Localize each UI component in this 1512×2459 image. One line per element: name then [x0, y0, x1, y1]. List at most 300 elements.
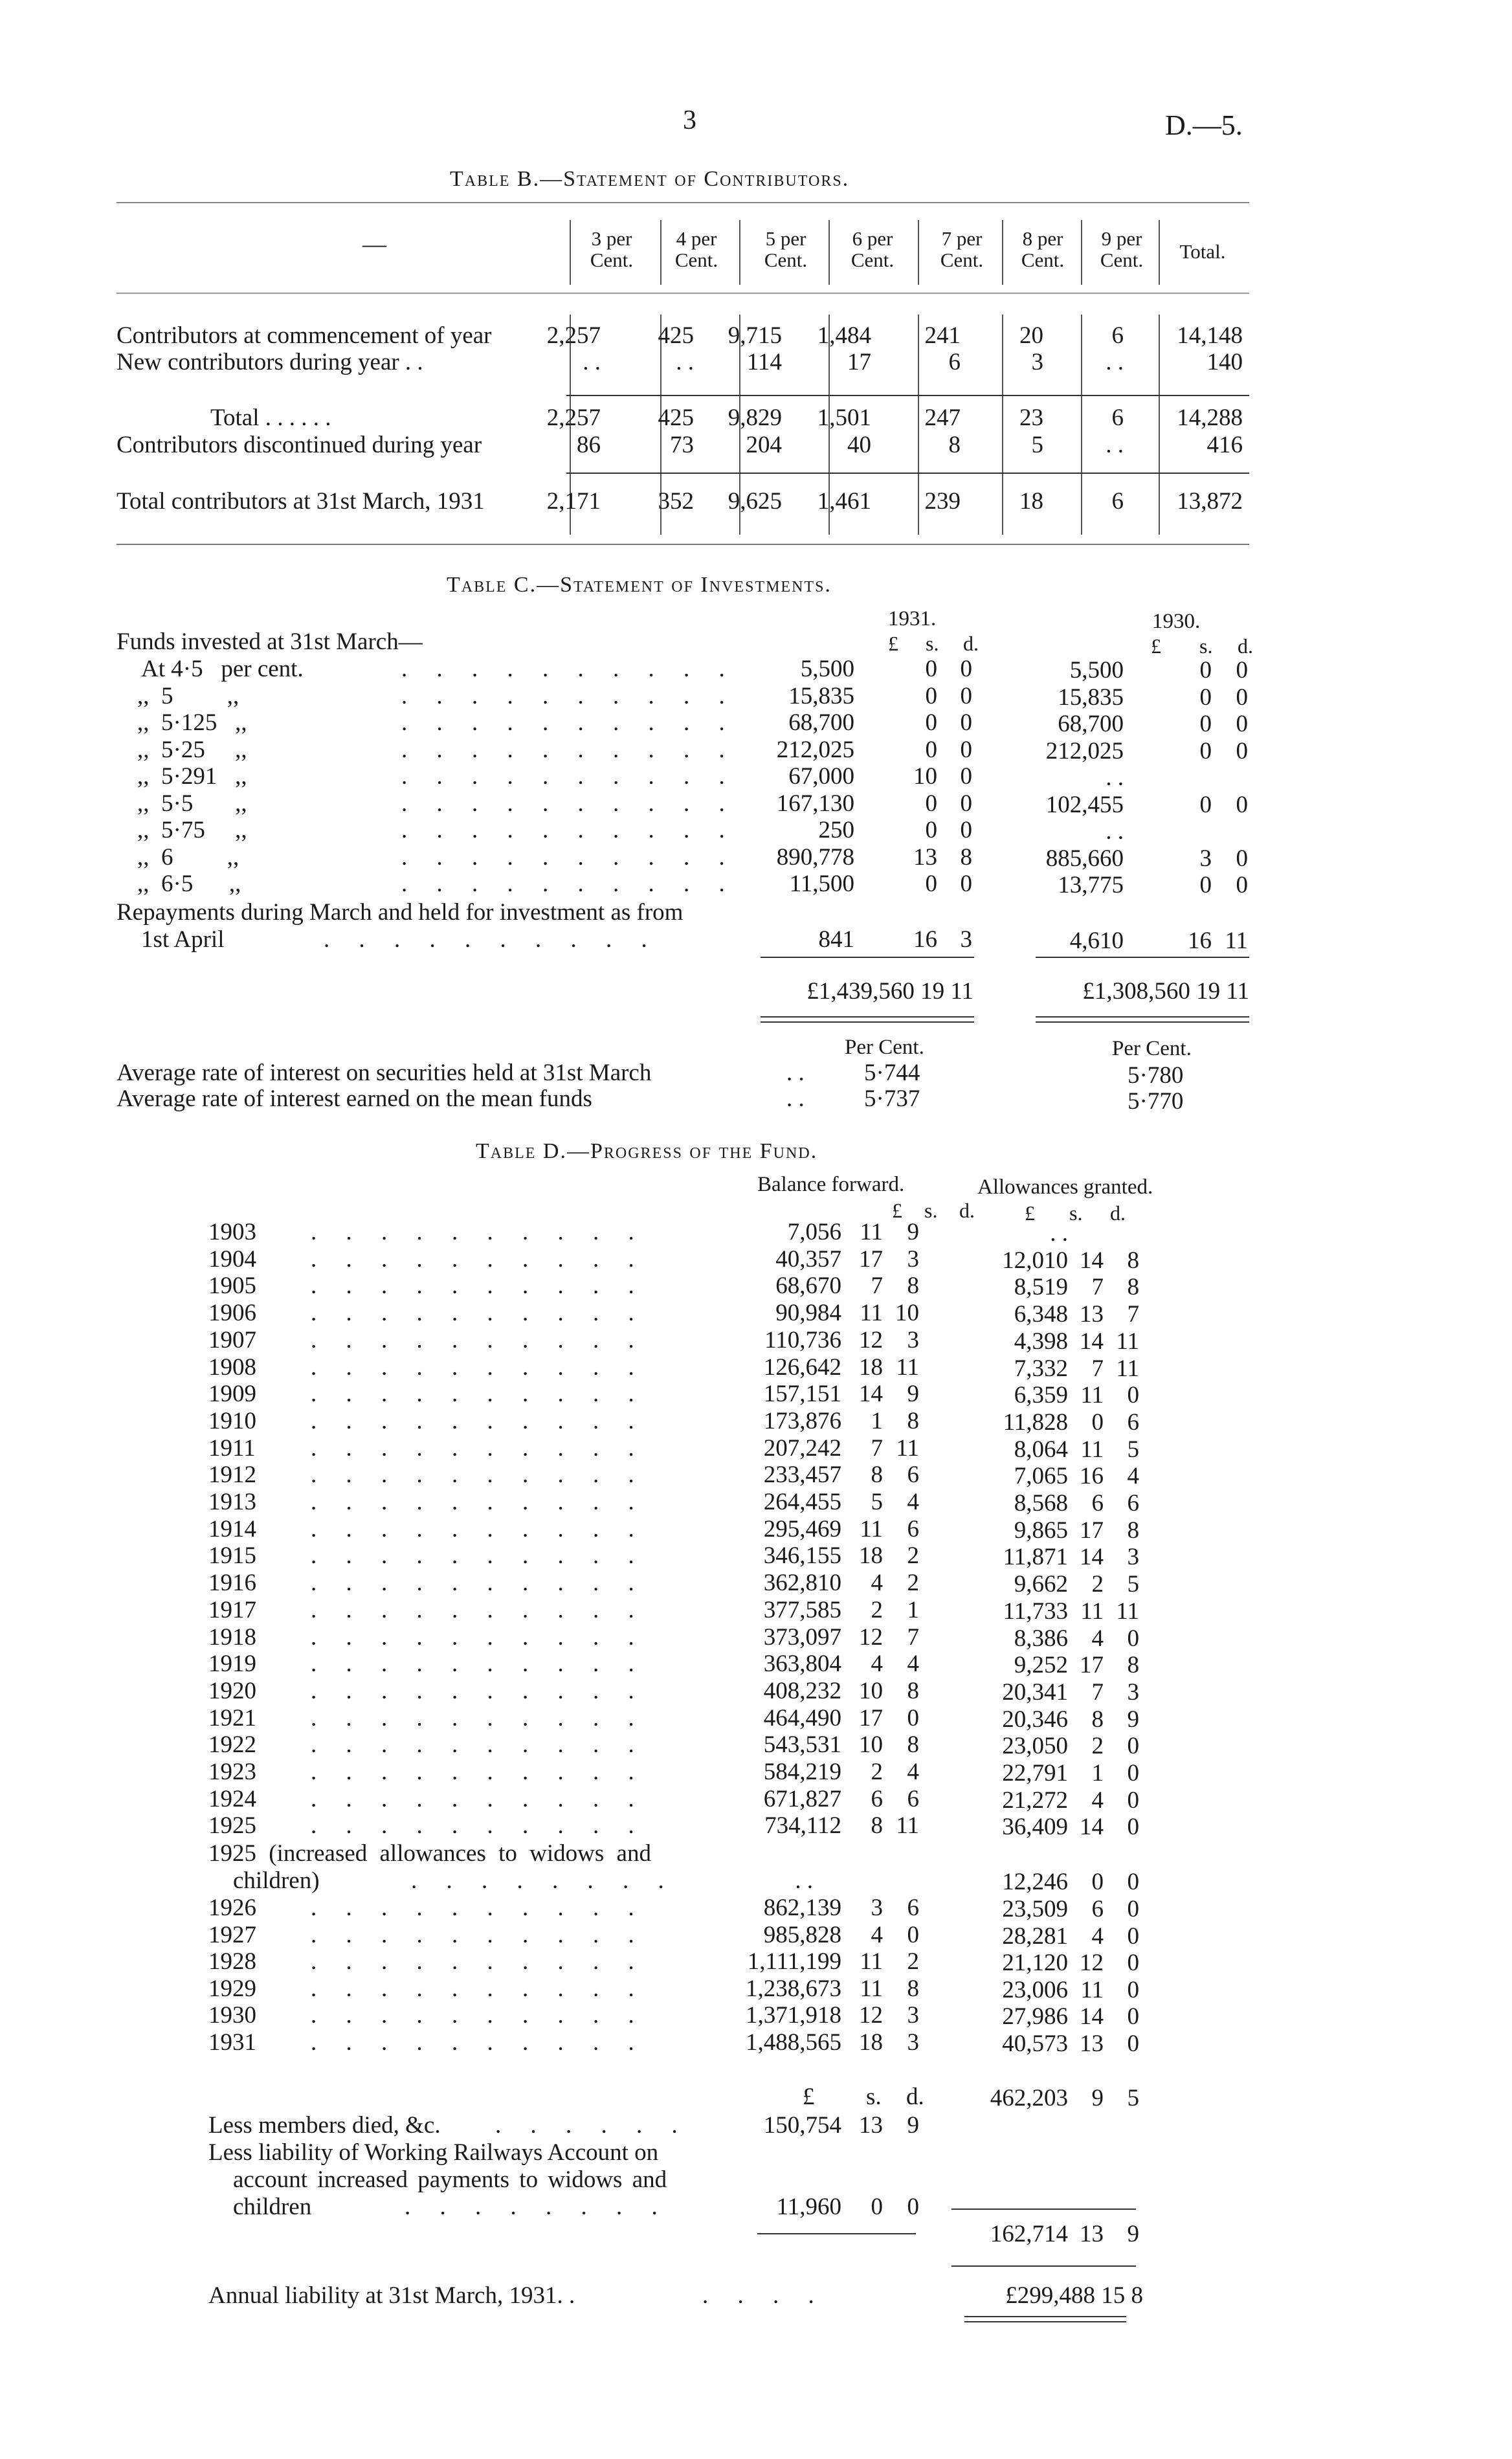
- investment-value-1931: 0: [925, 736, 937, 763]
- fund-balance-forward: 207,242: [763, 1434, 841, 1462]
- fund-allowances-granted: 6: [1091, 1490, 1104, 1517]
- less-members-died-label: Less members died, &c.: [208, 2112, 441, 2139]
- fund-allowances-granted: 3: [1127, 1678, 1139, 1706]
- fund-balance-forward: 1,488,565: [746, 2029, 841, 2056]
- investment-value-1930: 0: [1236, 684, 1248, 711]
- fund-year: 1912: [208, 1462, 256, 1489]
- fund-balance-forward: 110,736: [764, 1326, 841, 1353]
- fund-balance-forward: 11: [896, 1812, 919, 1840]
- fund-allowances-granted: 6,359: [1014, 1382, 1068, 1409]
- fund-balance-forward: 18: [859, 2029, 883, 2056]
- investment-row-leader: . . . . . . . . . .: [401, 817, 737, 843]
- fund-balance-forward: 6: [907, 1462, 919, 1489]
- table-b-cell: 23: [1019, 405, 1043, 431]
- investment-value-1931: 167,130: [776, 790, 854, 817]
- table-b-column-separator: [1159, 315, 1160, 535]
- annual-liability-label: Annual liability at 31st March, 1931. .: [208, 2282, 575, 2309]
- investment-value-1930: 13,775: [1058, 872, 1124, 898]
- per-cent-label-1931: Per Cent.: [845, 1036, 924, 1059]
- fund-balance-forward: 1,371,918: [746, 2002, 841, 2029]
- fund-balance-forward: 7,056: [787, 1219, 841, 1245]
- less-liability-value: 11,960: [776, 2194, 841, 2220]
- fund-balance-forward: 11: [860, 1219, 883, 1245]
- table-b-cell: 352: [658, 488, 694, 515]
- fund-balance-forward: 6: [871, 1785, 883, 1812]
- annual-liability-top-rule: [951, 2265, 1136, 2267]
- fund-year: 1910: [208, 1407, 256, 1434]
- fund-row-leader: . . . . . . . . . .: [311, 1759, 646, 1785]
- table-b-col-header: 7 per Cent.: [940, 227, 984, 271]
- table-b-col-header: 6 per Cent.: [850, 227, 895, 271]
- fund-allowances-granted: 11,828: [1003, 1408, 1068, 1436]
- fund-balance-forward: 4: [871, 1570, 883, 1597]
- document-reference: D.—5.: [1165, 109, 1243, 141]
- table-c-double-rule-1930b: [1036, 1021, 1249, 1023]
- table-c-sum-rule-1930: [1036, 957, 1249, 958]
- investment-rate-label: ,, 5·25 ,,: [137, 736, 247, 763]
- fund-row-leader: . . . . . . . . . .: [311, 1273, 646, 1300]
- table-b-cell: 17: [847, 349, 871, 375]
- table-b-title: Table B.—Statement of Contributors.: [450, 167, 850, 191]
- investment-value-1931: 0: [960, 709, 972, 736]
- fund-balance-forward: 0: [907, 1704, 919, 1731]
- fund-balance-forward: 1,238,673: [746, 1975, 841, 2002]
- fund-allowances-granted: 9: [1127, 1706, 1139, 1733]
- table-b-cell: 241: [924, 322, 961, 349]
- table-b-column-separator: [918, 220, 919, 285]
- fund-balance-forward: 543,531: [763, 1731, 841, 1759]
- fund-balance-forward: 68,670: [775, 1273, 841, 1300]
- fund-balance-forward: 4: [871, 1651, 883, 1678]
- annual-liability-double-rule-a: [964, 2316, 1126, 2317]
- table-b-cell: 204: [746, 432, 782, 458]
- fund-year: 1913: [208, 1489, 256, 1515]
- less-liability-value: 0: [871, 2194, 883, 2220]
- fund-balance-forward: 9: [907, 1219, 919, 1245]
- fund-year: 1925: [208, 1812, 256, 1840]
- investment-value-1930: 0: [1199, 791, 1212, 818]
- table-b-cell: 18: [1019, 488, 1043, 515]
- fund-balance-forward: 8: [907, 1273, 919, 1300]
- table-c-sum-rule-1931: [761, 957, 974, 958]
- fund-balance-forward: 11: [860, 1948, 883, 1975]
- fund-allowances-granted: 8,519: [1014, 1274, 1068, 1301]
- table-b-column-separator: [660, 220, 662, 285]
- table-b-cell: 2,257: [546, 322, 601, 349]
- investment-value-1930: 102,455: [1045, 791, 1124, 818]
- investment-value-1931: 0: [925, 709, 937, 736]
- fund-row-leader: . . . . . . . . . .: [311, 1948, 646, 1975]
- table-b-rule-before-final: [566, 473, 1249, 474]
- fund-allowances-granted: 13: [1080, 2031, 1104, 2057]
- table-c-double-rule-1931a: [761, 1016, 974, 1018]
- fund-allowances-granted: 8,568: [1014, 1490, 1068, 1517]
- less-liability-line2: account increased payments to widows and: [233, 2166, 667, 2193]
- deductions-total-value: 9: [1127, 2221, 1139, 2247]
- fund-balance-forward: 12: [859, 1623, 883, 1651]
- table-c-year-1931: 1931.: [888, 607, 937, 630]
- fund-allowances-granted: 28,281: [1002, 1922, 1068, 1950]
- investment-value-1930: 0: [1199, 711, 1212, 737]
- fund-balance-forward: 7: [871, 1434, 883, 1462]
- fund-allowances-granted: 2: [1091, 1571, 1104, 1598]
- fund-balance-forward: 985,828: [763, 1921, 841, 1948]
- investment-value-1931: 67,000: [788, 763, 854, 790]
- investment-value-1931: 0: [925, 871, 937, 897]
- fund-allowances-granted: 0: [1127, 1382, 1139, 1409]
- table-b-col-header: 4 per Cent.: [674, 227, 718, 271]
- less-liability-leader: . . . . . . . .: [405, 2194, 669, 2220]
- fund-balance-forward: 8: [907, 1407, 919, 1434]
- investment-rate-label: ,, 5 ,,: [137, 682, 239, 709]
- fund-balance-forward: 264,455: [763, 1489, 841, 1515]
- avg-rate-funds-label: Average rate of interest earned on the mean funds: [117, 1085, 592, 1112]
- investment-rate-label: ,, 6 ,,: [137, 843, 239, 871]
- fund-row-leader: . . . . . . . . . .: [311, 1704, 646, 1731]
- table-c-double-rule-1930a: [1036, 1016, 1249, 1018]
- annual-liability-total: £299,488 15 8: [1005, 2282, 1143, 2309]
- investment-value-1931: 15,835: [788, 682, 854, 709]
- fund-balance-forward: 12: [859, 1326, 883, 1353]
- table-b-cell: 425: [658, 405, 694, 431]
- fund-row-leader: . . . . . . . . . .: [311, 1219, 646, 1245]
- fund-allowances-granted: 0: [1127, 1814, 1139, 1841]
- repayments-leader: . . . . . . . . . .: [324, 926, 659, 953]
- table-c-lsd-1931: s.: [926, 632, 939, 655]
- table-b-cell: 1,461: [817, 488, 871, 515]
- fund-allowances-granted: 5: [1127, 1571, 1139, 1598]
- table-d-lsd-balance: s.: [924, 1199, 938, 1222]
- fund-row-leader: . . . . . . . . . .: [311, 1921, 646, 1948]
- fund-balance-forward: 40,357: [775, 1245, 841, 1273]
- investment-row-leader: . . . . . . . . . .: [401, 736, 737, 763]
- fund-year: 1904: [208, 1245, 256, 1273]
- fund-allowances-granted: 20,341: [1002, 1678, 1068, 1706]
- fund-year: 1908: [208, 1353, 256, 1381]
- fund-allowances-granted: 8: [1127, 1247, 1139, 1274]
- fund-allowances-granted: 11: [1116, 1328, 1139, 1355]
- investment-rate-label: ,, 6·5 ,,: [137, 871, 241, 897]
- table-b-column-separator: [918, 315, 919, 535]
- investment-value-1931: 0: [960, 817, 972, 843]
- investment-value-1930: 0: [1199, 684, 1212, 711]
- fund-balance-forward: 10: [859, 1677, 883, 1704]
- fund-balance-forward: 4: [907, 1489, 919, 1515]
- fund-allowances-granted: 0: [1127, 1950, 1139, 1977]
- investment-value-1930: . .: [1106, 764, 1124, 791]
- fund-balance-forward: 346,155: [763, 1542, 841, 1570]
- fund-allowances-granted: 17: [1080, 1517, 1104, 1544]
- table-b-row-label: Total . . . . . .: [210, 405, 331, 431]
- table-b-cell: 73: [670, 432, 694, 458]
- investment-value-1930: 68,700: [1058, 711, 1124, 737]
- investment-value-1930: 0: [1236, 845, 1248, 872]
- investment-value-1930: . .: [1106, 818, 1124, 845]
- fund-balance-forward: 584,219: [763, 1759, 841, 1785]
- table-b-cell: 2,171: [546, 488, 601, 515]
- fund-allowances-granted: 14: [1080, 1247, 1104, 1274]
- less-members-died-value: 150,754: [763, 2112, 841, 2139]
- allowances-sum-value: 462,203: [990, 2085, 1068, 2111]
- fund-balance-forward: 157,151: [763, 1381, 841, 1408]
- investment-rate-label: ,, 5·75 ,,: [137, 817, 247, 843]
- fund-allowances-granted: 7,332: [1014, 1355, 1068, 1382]
- table-b-cell: 40: [847, 432, 871, 458]
- fund-row-leader: . . . . . . . . . .: [311, 1570, 646, 1597]
- table-b-cell: . .: [1106, 432, 1124, 458]
- fund-allowances-granted: 7: [1127, 1301, 1139, 1328]
- fund-balance-forward: 173,876: [763, 1407, 841, 1434]
- table-d-col-allowances: Allowances granted.: [977, 1175, 1153, 1199]
- table-b-cell: 9,829: [728, 405, 782, 431]
- investment-value-1931: 5,500: [800, 656, 854, 682]
- repayments-1931: 841: [818, 926, 854, 953]
- fund-year: 1903: [208, 1219, 256, 1245]
- fund-allowances-granted: 4: [1091, 1786, 1104, 1814]
- fund-allowances-granted: 4,398: [1014, 1328, 1068, 1355]
- table-b-column-separator: [739, 220, 740, 285]
- table-b-cell: . .: [1106, 349, 1124, 375]
- table-b-cell: 13,872: [1177, 488, 1243, 515]
- fund-allowances-granted: 12: [1080, 1950, 1104, 1977]
- fund-allowances-granted: 9,662: [1014, 1571, 1068, 1598]
- fund-balance-forward: 2: [907, 1542, 919, 1570]
- fund-balance-forward: 11: [896, 1353, 919, 1381]
- fund-row-leader: . . . . . . . . . .: [311, 1975, 646, 2002]
- fund-allowances-granted: 0: [1127, 1976, 1139, 2003]
- investment-value-1931: 0: [925, 682, 937, 709]
- fund-allowances-granted: 13: [1080, 1301, 1104, 1328]
- fund-allowances-granted: 0: [1127, 1625, 1139, 1652]
- fund-allowances-granted: 16: [1080, 1463, 1104, 1490]
- fund-allowances-granted: 0: [1127, 1922, 1139, 1950]
- table-b-row-label: Total contributors at 31st March, 1931: [117, 488, 485, 515]
- fund-balance-forward: 464,490: [763, 1704, 841, 1731]
- investment-rate-label: ,, 5·5 ,,: [137, 790, 247, 817]
- table-b-cell: 5: [1031, 432, 1043, 458]
- investment-row-leader: . . . . . . . . . .: [401, 871, 737, 897]
- fund-balance-forward: 12: [859, 2002, 883, 2029]
- table-b-cell: 8: [948, 432, 961, 458]
- investment-value-1930: 0: [1199, 657, 1212, 684]
- fund-balance-forward: 11: [860, 1975, 883, 2002]
- table-c-total-1930: £1,308,560 19 11: [1082, 978, 1249, 1005]
- investment-value-1931: 0: [925, 817, 937, 843]
- bottom-lsd-shillings: s.: [866, 2084, 882, 2110]
- fund-balance-forward: 7: [907, 1623, 919, 1651]
- fund-balance-forward: 6: [907, 1895, 919, 1921]
- table-b-dash: —: [362, 231, 386, 258]
- repayments-1930: 4,610: [1069, 928, 1124, 954]
- avg-rate-securities-1930: 5·780: [1128, 1062, 1184, 1089]
- fund-balance-forward: 377,585: [763, 1596, 841, 1623]
- fund-allowances-granted: 23,006: [1002, 1976, 1068, 2003]
- repayments-1930: 11: [1225, 928, 1248, 954]
- fund-year: 1914: [208, 1515, 256, 1542]
- table-b-column-separator: [828, 220, 830, 285]
- table-d-lsd-allowances: s.: [1069, 1201, 1083, 1225]
- increased-allowances-line2: children): [233, 1867, 320, 1894]
- investment-rate-label: ,, 5·291 ,,: [137, 763, 247, 790]
- fund-allowances-granted: 2: [1091, 1733, 1104, 1760]
- investment-value-1930: 0: [1199, 737, 1212, 764]
- fund-balance-forward: 18: [859, 1542, 883, 1570]
- avg-rate-funds-1931: 5·737: [864, 1085, 920, 1112]
- fund-balance-forward: 0: [907, 1921, 919, 1948]
- table-d-title: Table D.—Progress of the Fund.: [476, 1139, 818, 1163]
- table-c-lsd-1930: d.: [1238, 634, 1253, 658]
- fund-allowances-granted: 6: [1127, 1490, 1139, 1517]
- investment-value-1931: 0: [960, 790, 972, 817]
- investment-value-1931: 0: [925, 656, 937, 682]
- fund-allowances-granted: 3: [1127, 1544, 1139, 1571]
- table-b-bottom-rule: [117, 544, 1249, 545]
- fund-balance-forward: 2: [871, 1759, 883, 1785]
- less-liability-line1: Less liability of Working Railways Account on: [208, 2139, 659, 2166]
- fund-allowances-granted: 11: [1080, 1597, 1104, 1625]
- fund-year: 1916: [208, 1570, 256, 1597]
- fund-allowances-granted: 9,865: [1014, 1517, 1068, 1544]
- fund-year: 1907: [208, 1326, 256, 1353]
- investment-value-1930: 0: [1236, 711, 1248, 737]
- fund-allowances-granted: 7: [1091, 1355, 1104, 1382]
- fund-allowances-granted: 0: [1127, 1786, 1139, 1814]
- table-b-column-separator: [1159, 220, 1160, 285]
- fund-year: 1906: [208, 1300, 256, 1327]
- fund-allowances-granted: 7,065: [1014, 1463, 1068, 1490]
- fund-row-leader: . . . . . . . . . .: [311, 2002, 646, 2029]
- table-c-year-1930: 1930.: [1152, 610, 1201, 633]
- fund-allowances-granted: . .: [1050, 1220, 1068, 1247]
- repayments-1931: 3: [960, 926, 972, 953]
- fund-allowances-granted: 5: [1127, 1436, 1139, 1463]
- less-liability-value: 0: [907, 2194, 919, 2220]
- fund-balance-forward: 6: [907, 1515, 919, 1542]
- fund-allowances-granted: 0: [1127, 1896, 1139, 1922]
- fund-balance-forward: 671,827: [763, 1785, 841, 1812]
- fund-balance-forward: 1: [907, 1596, 919, 1623]
- fund-balance-forward: 4: [907, 1759, 919, 1785]
- investment-value-1931: 0: [960, 682, 972, 709]
- fund-allowances-granted: 36,409: [1002, 1814, 1068, 1841]
- fund-balance-forward: 14: [859, 1381, 883, 1408]
- fund-allowances-granted: 9,252: [1014, 1652, 1068, 1679]
- investment-value-1931: 250: [818, 817, 854, 843]
- investment-row-leader: . . . . . . . . . .: [401, 709, 737, 736]
- repayments-label-line1: Repayments during March and held for investment as from: [117, 899, 684, 926]
- allowances-sum-value: 5: [1127, 2085, 1139, 2111]
- avg-rate-securities-1931: 5·744: [864, 1060, 920, 1086]
- table-b-row-label: Contributors at commencement of year: [117, 322, 492, 349]
- fund-allowances-granted: 17: [1080, 1652, 1104, 1679]
- deductions-total-value: 13: [1080, 2221, 1104, 2247]
- table-b-cell: 247: [924, 405, 961, 431]
- fund-balance-forward: 11: [860, 1300, 883, 1327]
- fund-allowances-granted: 11: [1080, 1976, 1104, 2003]
- increased-allowances-granted: 12,246: [1002, 1869, 1068, 1895]
- table-b-cell: 425: [658, 322, 694, 349]
- fund-balance-forward: 3: [907, 1245, 919, 1273]
- less-members-died-value: 9: [907, 2112, 919, 2139]
- fund-balance-forward: 408,232: [763, 1677, 841, 1704]
- table-c-title: Table C.—Statement of Investments.: [447, 573, 832, 597]
- less-liability-line3: children: [233, 2194, 312, 2220]
- fund-row-leader: . . . . . . . . . .: [311, 1651, 646, 1678]
- fund-balance-forward: 8: [907, 1677, 919, 1704]
- fund-allowances-granted: 6: [1091, 1896, 1104, 1922]
- table-b-cell: 3: [1031, 349, 1043, 375]
- fund-allowances-granted: 11,871: [1003, 1544, 1068, 1571]
- fund-balance-forward: 8: [907, 1731, 919, 1759]
- fund-balance-forward: 4: [907, 1651, 919, 1678]
- table-b-cell: 6: [948, 349, 961, 375]
- fund-year: 1924: [208, 1785, 256, 1812]
- fund-row-leader: . . . . . . . . . .: [311, 1515, 646, 1542]
- fund-year: 1921: [208, 1704, 256, 1731]
- table-b-cell: 6: [1111, 322, 1124, 349]
- fund-allowances-granted: 14: [1080, 2003, 1104, 2031]
- fund-balance-forward: 11: [860, 1515, 883, 1542]
- table-b-cell: 1,484: [817, 322, 871, 349]
- bottom-lsd-pence: d.: [906, 2084, 924, 2110]
- fund-balance-forward: 2: [907, 1948, 919, 1975]
- fund-row-leader: . . . . . . . . . .: [311, 1623, 646, 1651]
- fund-row-leader: . . . . . . . . . .: [311, 2029, 646, 2056]
- investment-value-1931: 0: [960, 871, 972, 897]
- increased-allowances-granted: 0: [1091, 1869, 1104, 1895]
- table-b-col-header: Total.: [1179, 240, 1226, 263]
- fund-balance-forward: 126,642: [763, 1353, 841, 1381]
- investment-value-1931: 0: [960, 763, 972, 790]
- table-b-row-label: Contributors discontinued during year: [117, 432, 482, 458]
- investment-value-1930: 0: [1236, 791, 1248, 818]
- fund-row-leader: . . . . . . . . . .: [311, 1812, 646, 1840]
- table-b-cell: 6: [1111, 405, 1124, 431]
- table-d-lsd-balance: d.: [959, 1199, 975, 1222]
- investment-value-1931: 0: [925, 790, 937, 817]
- fund-allowances-granted: 0: [1127, 2003, 1139, 2031]
- fund-year: 1920: [208, 1677, 256, 1704]
- investment-value-1930: 212,025: [1045, 737, 1124, 764]
- fund-allowances-granted: 4: [1127, 1463, 1139, 1490]
- repayments-label-line2: 1st April: [141, 926, 225, 953]
- table-b-cell: 114: [746, 349, 782, 375]
- fund-year: 1919: [208, 1651, 256, 1678]
- fund-row-leader: . . . . . . . . . .: [311, 1245, 646, 1273]
- fund-year: 1923: [208, 1759, 256, 1785]
- table-b-cell: 14,148: [1177, 322, 1243, 349]
- fund-balance-forward: 4: [871, 1921, 883, 1948]
- deductions-total-value: 162,714: [990, 2221, 1068, 2247]
- per-cent-label-1930: Per Cent.: [1112, 1037, 1192, 1060]
- fund-allowances-granted: 6: [1127, 1408, 1139, 1436]
- fund-row-leader: . . . . . . . . . .: [311, 1596, 646, 1623]
- table-b-cell: 14,288: [1177, 405, 1243, 431]
- table-b-column-separator: [1002, 315, 1003, 535]
- fund-allowances-granted: 11: [1080, 1382, 1104, 1409]
- investment-row-leader: . . . . . . . . . .: [401, 682, 737, 709]
- fund-allowances-granted: 8,064: [1014, 1436, 1068, 1463]
- fund-balance-forward: 18: [859, 1353, 883, 1381]
- fund-row-leader: . . . . . . . . . .: [311, 1542, 646, 1570]
- avg-rate-funds-1930: 5·770: [1128, 1088, 1184, 1115]
- fund-allowances-granted: 8: [1127, 1652, 1139, 1679]
- fund-year: 1928: [208, 1948, 256, 1975]
- investment-value-1930: 0: [1236, 737, 1248, 764]
- investment-value-1931: 8: [960, 843, 972, 871]
- fund-allowances-granted: 4: [1091, 1922, 1104, 1950]
- fund-balance-forward: 1,111,199: [747, 1948, 841, 1975]
